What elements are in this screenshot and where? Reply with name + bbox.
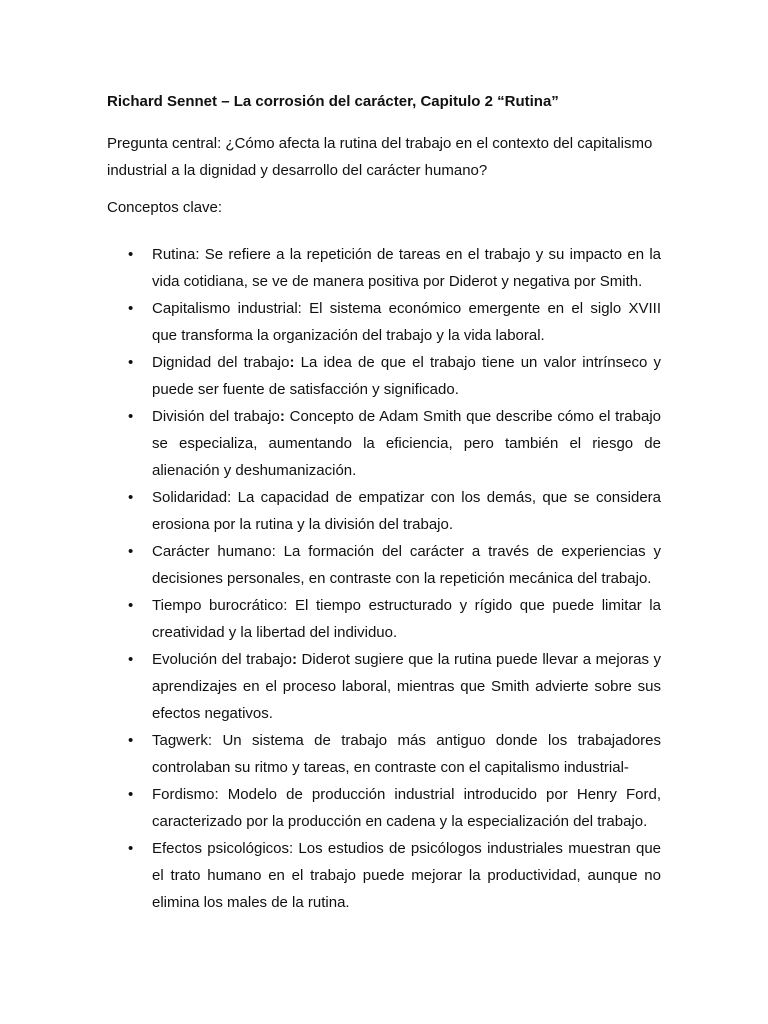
concept-separator: : (207, 732, 213, 749)
concepts-list (107, 241, 661, 916)
concept-description: Diderot sugiere que la rutina puede llevar a mejoras y aprendizajes en el proceso laboral, mientras que Smith advierte sobre sus efectos negativos. (152, 651, 661, 722)
concept-separator: : (292, 651, 298, 668)
concept-term: Capitalismo industrial (152, 300, 298, 317)
concept-separator: : (283, 597, 288, 614)
concept-item (107, 727, 661, 781)
bullet-icon: • (128, 246, 134, 263)
concept-item (107, 241, 661, 295)
bullet-icon: • (128, 840, 134, 857)
concept-item (107, 592, 661, 646)
bullet-icon: • (128, 300, 134, 317)
concept-description: La formación del carácter a través de experiencias y decisiones personales, en contraste con la repetición mecánica del trabajo. (152, 543, 661, 587)
bullet-icon: • (128, 408, 134, 425)
concept-term: Tagwerk (152, 732, 208, 749)
concept-description: Un sistema de trabajo más antiguo donde los trabajadores controlaban su ritmo y tareas, en contraste con el capitalismo industrial- (152, 732, 661, 776)
concept-description: Se refiere a la repetición de tareas en el trabajo y su impacto en la vida cotidiana, se ve de manera positiva por Diderot y negativa por Smith. (152, 246, 661, 290)
bullet-icon: • (128, 732, 134, 749)
concept-item (107, 484, 661, 538)
concept-term: División del trabajo (152, 408, 280, 425)
bullet-icon: • (128, 651, 134, 668)
concept-item (107, 538, 661, 592)
concept-separator: : (214, 786, 219, 803)
concept-separator: : (297, 300, 302, 317)
concept-item (107, 835, 661, 916)
concept-term: Solidaridad (152, 489, 228, 506)
concept-item (107, 781, 661, 835)
concept-separator: : (279, 408, 285, 425)
concept-item (107, 403, 661, 484)
concept-term: Tiempo burocrático (152, 597, 284, 614)
bullet-icon: • (128, 543, 134, 560)
concepts-label: Conceptos clave: (107, 199, 223, 216)
concept-term: Carácter humano (152, 543, 272, 560)
concept-description: Concepto de Adam Smith que describe cómo el trabajo se especializa, aumentando la eficiencia, pero también el riesgo de alienación y deshumanización. (152, 408, 662, 479)
concept-description: La capacidad de empatizar con los demás, que se considera erosiona por la rutina y la división del trabajo. (152, 489, 661, 533)
concept-description: Modelo de producción industrial introducido por Henry Ford, caracterizado por la producción en cadena y la especialización del trabajo. (152, 786, 661, 830)
concept-separator: : (195, 246, 200, 263)
bullet-icon: • (128, 354, 134, 371)
concept-term: Evolución del trabajo (152, 651, 293, 668)
bullet-icon: • (128, 597, 134, 614)
bullet-icon: • (128, 489, 134, 506)
concept-separator: : (289, 840, 294, 857)
central-question: Pregunta central: ¿Cómo afecta la rutina del trabajo en el contexto del capitalismo industrial a la dignidad y desarrollo del carácter humano? (107, 135, 653, 179)
concept-separator: : (227, 489, 232, 506)
concept-item (107, 646, 661, 727)
concept-term: Dignidad del trabajo (152, 354, 290, 371)
concept-description: El tiempo estructurado y rígido que puede limitar la creatividad y la libertad del individuo. (152, 597, 661, 641)
concept-term: Efectos psicológicos (152, 840, 289, 857)
document-title: Richard Sennet – La corrosión del carácter, Capitulo 2 “Rutina” (107, 93, 559, 110)
concept-description: El sistema económico emergente en el siglo XVIII que transforma la organización del trabajo y la vida laboral. (152, 300, 661, 344)
bullet-icon: • (128, 786, 134, 803)
concept-separator: : (271, 543, 276, 560)
concept-item (107, 349, 661, 403)
concept-description: Los estudios de psicólogos industriales muestran que el trato humano en el trabajo puede mejorar la productividad, aunque no elimina los males de la rutina. (152, 840, 661, 911)
concept-item (107, 295, 661, 349)
concept-term: Fordismo (152, 786, 215, 803)
concept-term: Rutina (152, 246, 196, 263)
concept-separator: : (289, 354, 295, 371)
concept-description: La idea de que el trabajo tiene un valor intrínseco y puede ser fuente de satisfacción y significado. (152, 354, 661, 398)
